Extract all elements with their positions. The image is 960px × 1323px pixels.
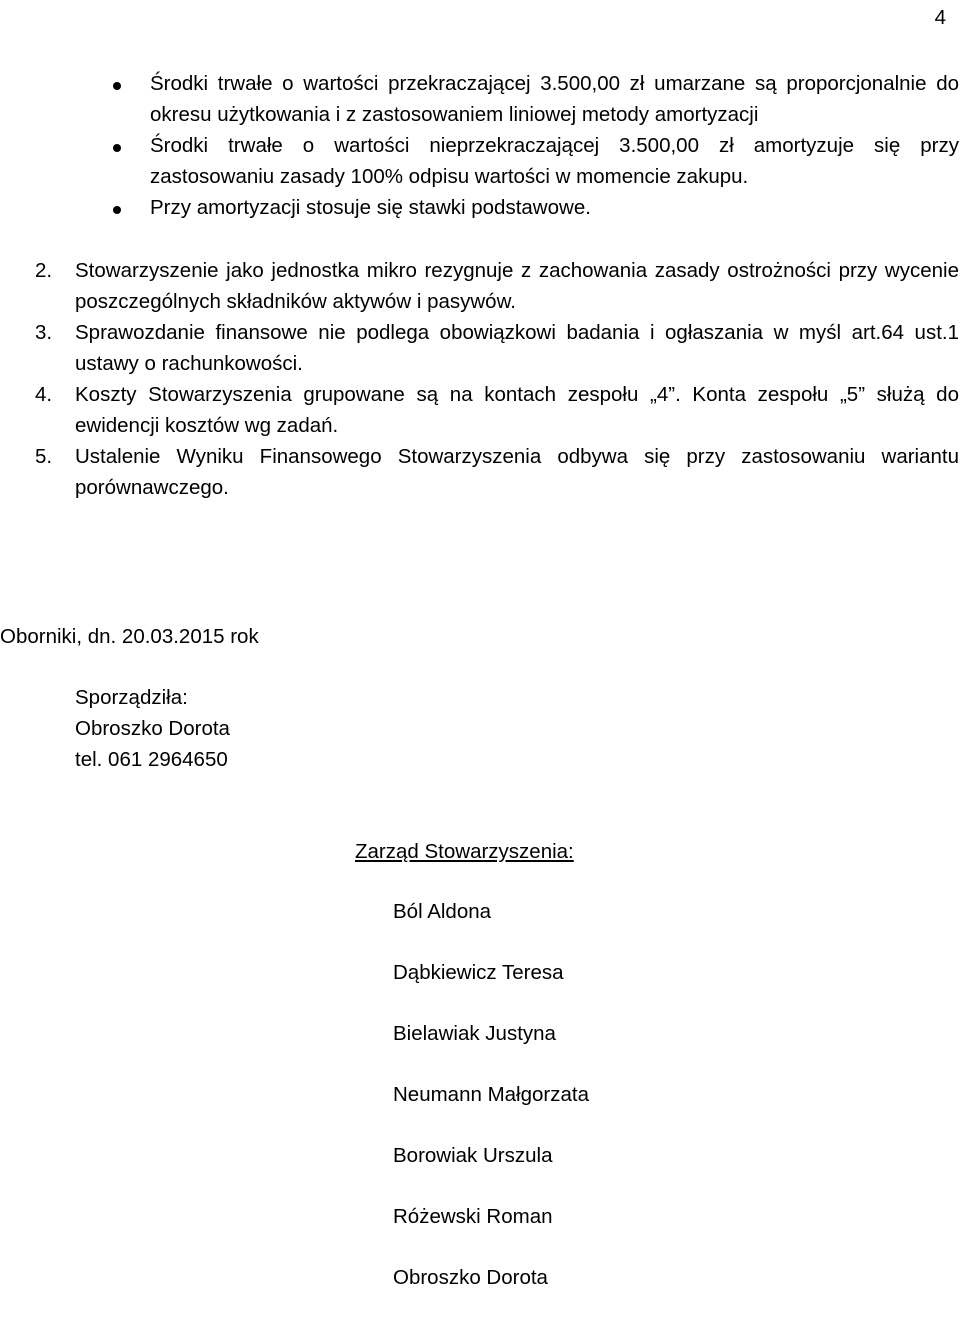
board-member: Neumann Małgorzata bbox=[393, 1083, 589, 1106]
list-item bbox=[110, 68, 959, 130]
bullet-text: Przy amortyzacji stosuje się stawki podstawowe. bbox=[150, 196, 591, 219]
list-item bbox=[35, 317, 959, 379]
item-text: Stowarzyszenie jako jednostka mikro rezygnuje z zachowania zasady ostrożności przy wycenie poszczególnych składników aktywów i pasywów. bbox=[75, 259, 959, 313]
numbered-list bbox=[35, 255, 959, 503]
board-member: Borowiak Urszula bbox=[393, 1144, 553, 1167]
item-text: Ustalenie Wyniku Finansowego Stowarzyszenia odbywa się przy zastosowaniu wariantu porównawczego. bbox=[75, 445, 959, 499]
list-item bbox=[35, 379, 959, 441]
item-number: 4. bbox=[35, 383, 53, 406]
list-item bbox=[35, 441, 959, 503]
list-item bbox=[110, 192, 959, 223]
bullet-icon bbox=[113, 206, 121, 214]
author-name: Obroszko Dorota bbox=[75, 717, 230, 740]
board-member: Różewski Roman bbox=[393, 1205, 553, 1228]
author-label: Sporządziła: bbox=[75, 686, 188, 709]
author-phone: tel. 061 2964650 bbox=[75, 748, 228, 771]
list-item bbox=[35, 255, 959, 317]
item-number: 5. bbox=[35, 445, 53, 468]
item-text: Sprawozdanie finansowe nie podlega obowiązkowi badania i ogłaszania w myśl art.64 ust.1 ustawy o rachunkowości. bbox=[75, 321, 959, 375]
place-date: Oborniki, dn. 20.03.2015 rok bbox=[0, 625, 259, 648]
item-number: 3. bbox=[35, 321, 53, 344]
board-members-list bbox=[393, 896, 589, 1323]
bullet-list bbox=[110, 68, 959, 223]
page-number: 4 bbox=[934, 6, 946, 29]
board-title: Zarząd Stowarzyszenia: bbox=[355, 840, 574, 863]
board-member: Dąbkiewicz Teresa bbox=[393, 961, 564, 984]
board-member: Ból Aldona bbox=[393, 900, 492, 923]
bullet-text: Środki trwałe o wartości nieprzekraczającej 3.500,00 zł amortyzuje się przy zastosowaniu zasady 100% odpisu wartości w momencie zakupu. bbox=[150, 134, 959, 188]
bullet-icon bbox=[113, 144, 121, 152]
item-number: 2. bbox=[35, 259, 53, 282]
board-member: Obroszko Dorota bbox=[393, 1266, 548, 1289]
board-member: Bielawiak Justyna bbox=[393, 1022, 556, 1045]
author-block bbox=[75, 682, 230, 775]
item-text: Koszty Stowarzyszenia grupowane są na kontach zespołu „4”. Konta zespołu „5” służą do ewidencji kosztów wg zadań. bbox=[75, 383, 959, 437]
bullet-text: Środki trwałe o wartości przekraczającej 3.500,00 zł umarzane są proporcjonalnie do okresu użytkowania i z zastosowaniem liniowej metody amortyzacji bbox=[150, 72, 959, 126]
bullet-icon bbox=[113, 82, 121, 90]
list-item bbox=[110, 130, 959, 192]
